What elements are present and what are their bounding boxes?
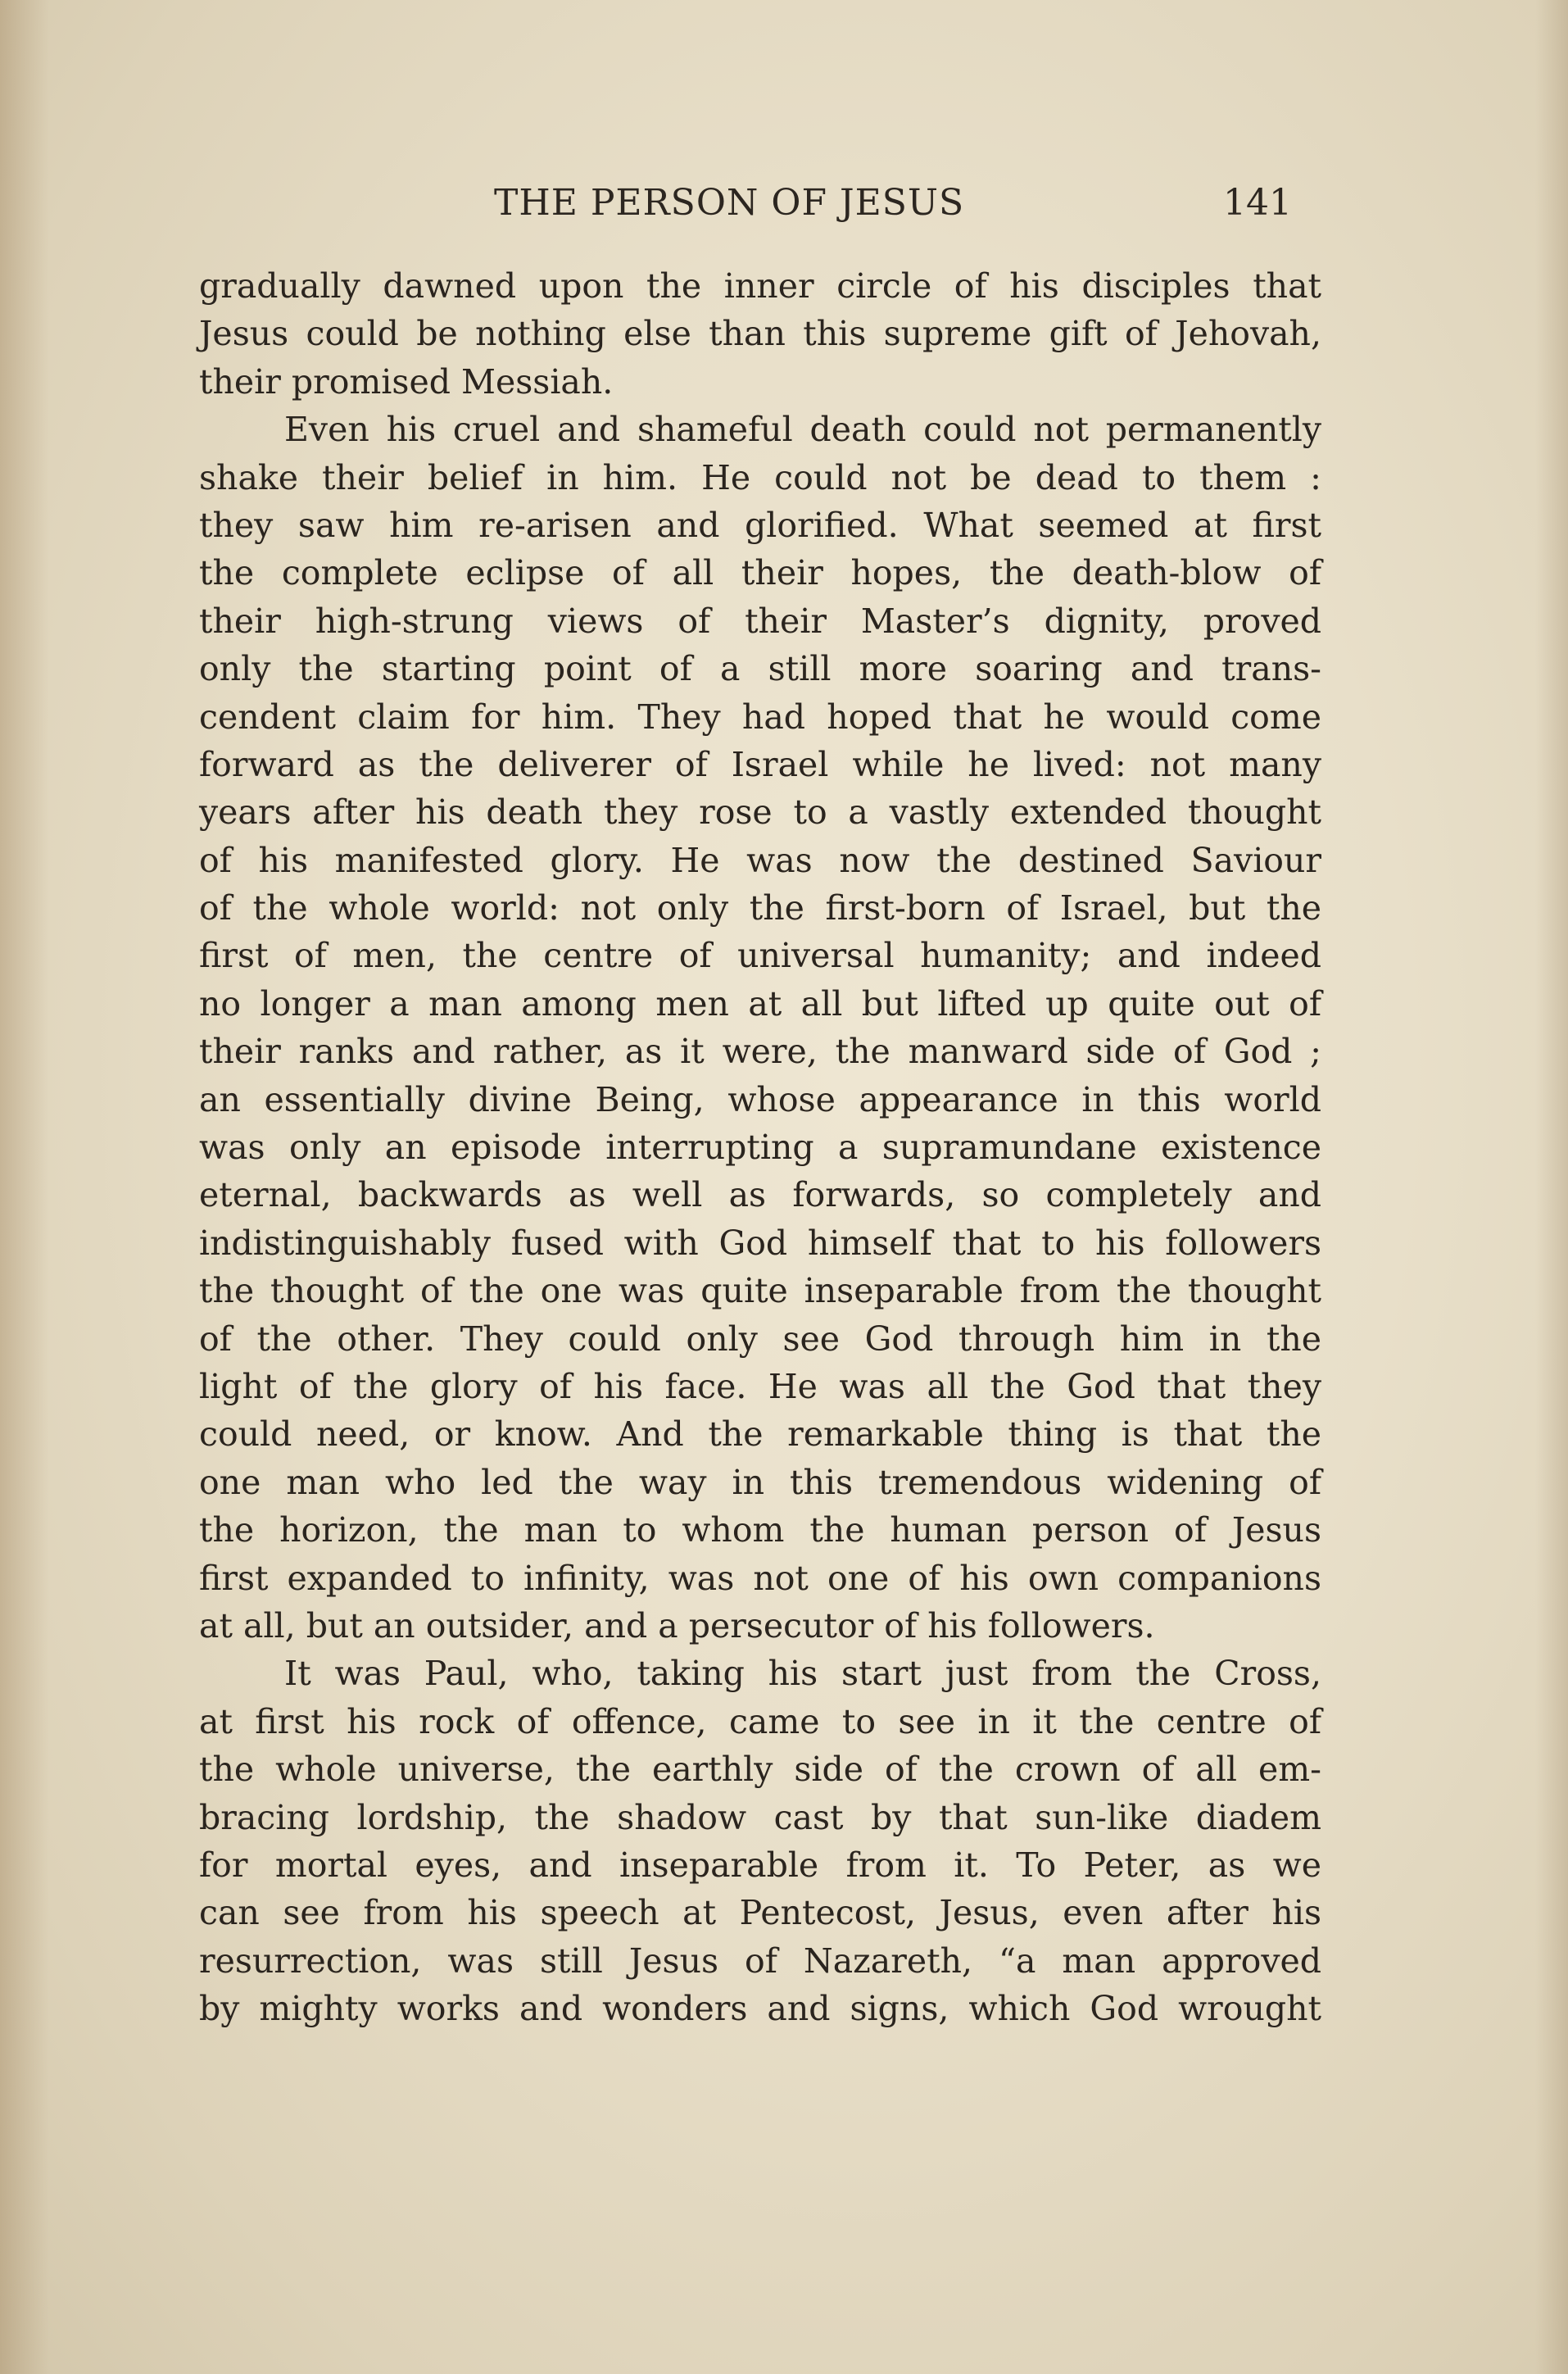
text-line: an essentially divine Being, whose appearance in this world xyxy=(199,1079,1321,1119)
text-line: one man who led the way in this tremendous widening of xyxy=(199,1462,1321,1502)
text-line: the horizon, the man to whom the human person of Jesus xyxy=(199,1510,1321,1550)
text-line: at all, but an outsider, and a persecutor of his followers. xyxy=(199,1605,1155,1645)
running-title: THE PERSON OF JESUS xyxy=(494,182,965,224)
text-line: the thought of the one was quite inseparable from the thought xyxy=(199,1271,1321,1311)
text-line: at first his rock of offence, came to see in it the centre of xyxy=(199,1701,1321,1741)
running-header xyxy=(199,182,1321,231)
text-line: eternal, backwards as well as forwards, so completely and xyxy=(199,1175,1321,1215)
text-line: cendent claim for him. They had hoped that he would come xyxy=(199,697,1321,737)
text-line: their promised Messiah. xyxy=(199,361,614,402)
text-line: Even his cruel and shameful death could not permanently xyxy=(284,410,1321,450)
text-line: no longer a man among men at all but lifted up quite out of xyxy=(199,983,1321,1024)
body-text xyxy=(199,262,1321,2032)
text-line: first of men, the centre of universal humanity; and indeed xyxy=(199,936,1321,976)
text-line: their high-strung views of their Master’s dignity, proved xyxy=(199,601,1321,641)
text-line: can see from his speech at Pentecost, Jesus, even after his xyxy=(199,1893,1321,1933)
text-line: shake their belief in him. He could not be dead to them : xyxy=(199,457,1321,497)
text-line: bracing lordship, the shadow cast by that sun-like diadem xyxy=(199,1797,1321,1837)
text-line: resurrection, was still Jesus of Nazareth, “a man approved xyxy=(199,1941,1321,1981)
text-line: forward as the deliverer of Israel while he lived: not many xyxy=(199,744,1321,784)
text-line: indistinguishably fused with God himself that to his followers xyxy=(199,1223,1321,1263)
page-number: 141 xyxy=(1223,182,1292,224)
text-line: first expanded to infinity, was not one of his own companions xyxy=(199,1558,1321,1598)
text-line: their ranks and rather, as it were, the manward side of God ; xyxy=(199,1032,1321,1072)
text-line: for mortal eyes, and inseparable from it. To Peter, as we xyxy=(199,1845,1321,1885)
text-line: by mighty works and wonders and signs, which God wrought xyxy=(199,1989,1321,2029)
text-line: of the whole world: not only the first-born of Israel, but the xyxy=(199,888,1321,928)
text-line: years after his death they rose to a vastly extended thought xyxy=(199,792,1321,833)
text-line: was only an episode interrupting a supramundane existence xyxy=(199,1128,1321,1168)
text-line: gradually dawned upon the inner circle of his disciples that xyxy=(199,266,1321,306)
text-line: It was Paul, who, taking his start just from the Cross, xyxy=(284,1654,1321,1694)
text-line: of his manifested glory. He was now the destined Saviour xyxy=(199,840,1321,880)
text-line: could need, or know. And the remarkable thing is that the xyxy=(199,1414,1321,1455)
text-line: the complete eclipse of all their hopes, the death-blow of xyxy=(199,553,1321,593)
text-line: the whole universe, the earthly side of the crown of all em- xyxy=(199,1750,1321,1790)
text-line: Jesus could be nothing else than this supreme gift of Jehovah, xyxy=(199,314,1321,354)
text-line: of the other. They could only see God through him in the xyxy=(199,1319,1321,1359)
text-line: they saw him re-arisen and glorified. What seemed at first xyxy=(199,505,1321,545)
text-line: light of the glory of his face. He was all the God that they xyxy=(199,1366,1321,1406)
text-line: only the starting point of a still more soaring and trans- xyxy=(199,649,1321,689)
